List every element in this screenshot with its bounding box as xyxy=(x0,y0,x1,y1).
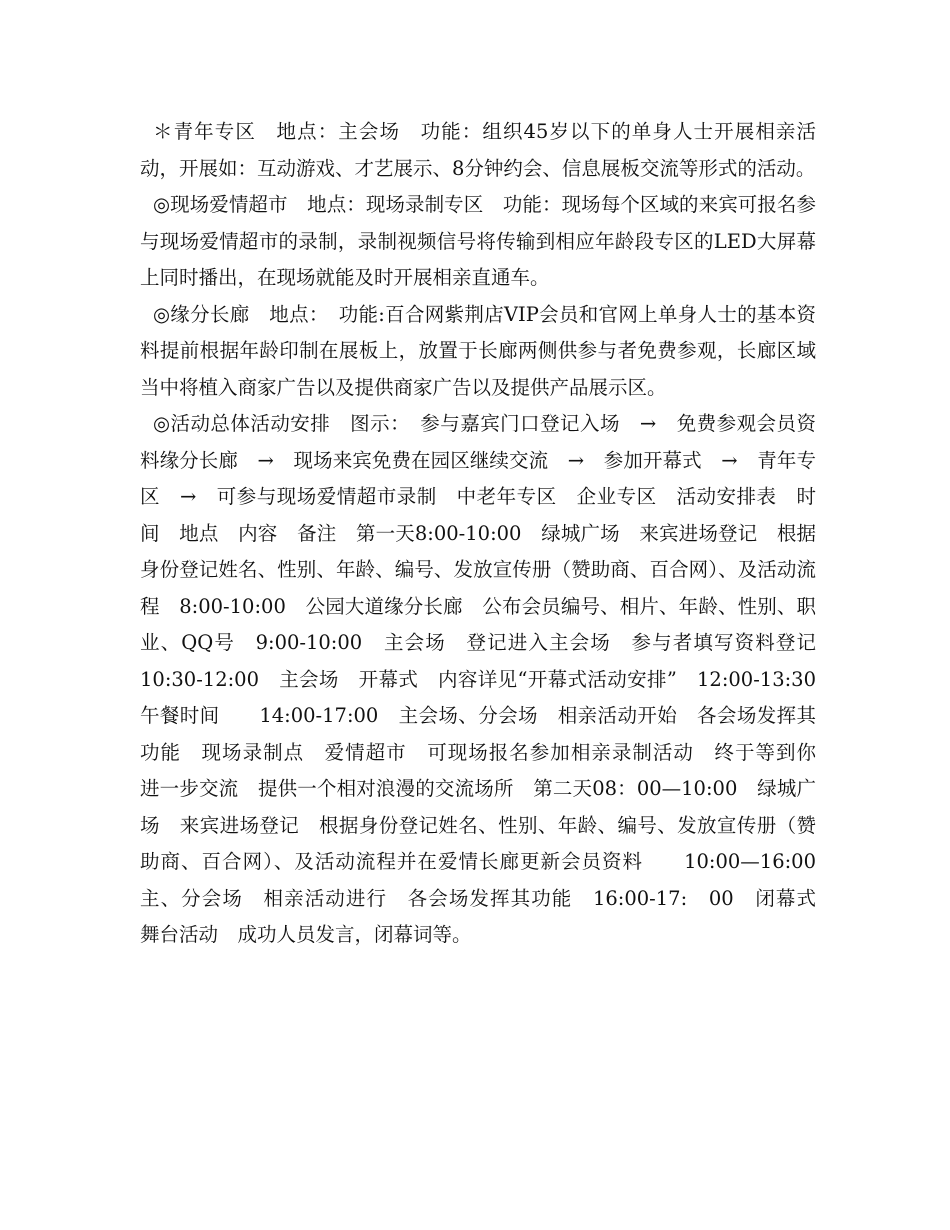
paragraph-youth-zone: ＊青年专区 地点：主会场 功能：组织45岁以下的单身人士开展相亲活动，开展如：互动游戏、才艺展示、8分钟约会、信息展板交流等形式的活动。 xyxy=(140,120,816,180)
document-body xyxy=(140,114,836,954)
paragraph-schedule: ◎活动总体活动安排 图示： 参与嘉宾门口登记入场 → 免费参观会员资料缘分长廊 → 现场来宾免费在园区继续交流 → 参加开幕式 → 青年专区 → 可参与现场爱情超市录制 中老年专区 企业专区 活动安排表 时间 地点 内容 备注 第一天8:00-10:00 绿城广场 来宾进场登记 根据身份登记姓名、性别、年龄、编号、发放宣传册（赞助商、百合网）、及活动流程 8:00-10:00 公园大道缘分长廊 公布会员编号、相片、年龄、性别、职业、QQ号 9:00-10:00 主会场 登记进入主会场 参与者填写资料登记 10:30-12:00 主会场 开幕式 内容详见“开幕式活动安排” 12:00-13:30 午餐时间 14:00-17:00 主会场、分会场 相亲活动开始 各会场发挥其功能 现场录制点 爱情超市 可现场报名参加相亲录制活动 终于等到你 进一步交流 提供一个相对浪漫的交流场所 第二天08：00—10:00 绿城广场 来宾进场登记 根据身份登记姓名、性别、年龄、编号、发放宣传册（赞助商、百合网）、及活动流程并在爱情长廊更新会员资料 10:00—16:00 主、分会场 相亲活动进行 各会场发挥其功能 16:00-17: 00 闭幕式 舞台活动 成功人员发言，闭幕词等。 xyxy=(140,412,836,946)
paragraph-love-supermarket: ◎现场爱情超市 地点：现场录制专区 功能：现场每个区域的来宾可报名参与现场爱情超市的录制，录制视频信号将传输到相应年龄段专区的LED大屏幕上同时播出，在现场就能及时开展相亲直通车。 xyxy=(140,193,816,289)
paragraph-fate-corridor: ◎缘分长廊 地点： 功能:百合网紫荆店VIP会员和官网上单身人士的基本资料提前根据年龄印制在展板上，放置于长廊两侧供参与者免费参观，长廊区域当中将植入商家广告以及提供商家广告以及提供产品展示区。 xyxy=(140,302,816,399)
